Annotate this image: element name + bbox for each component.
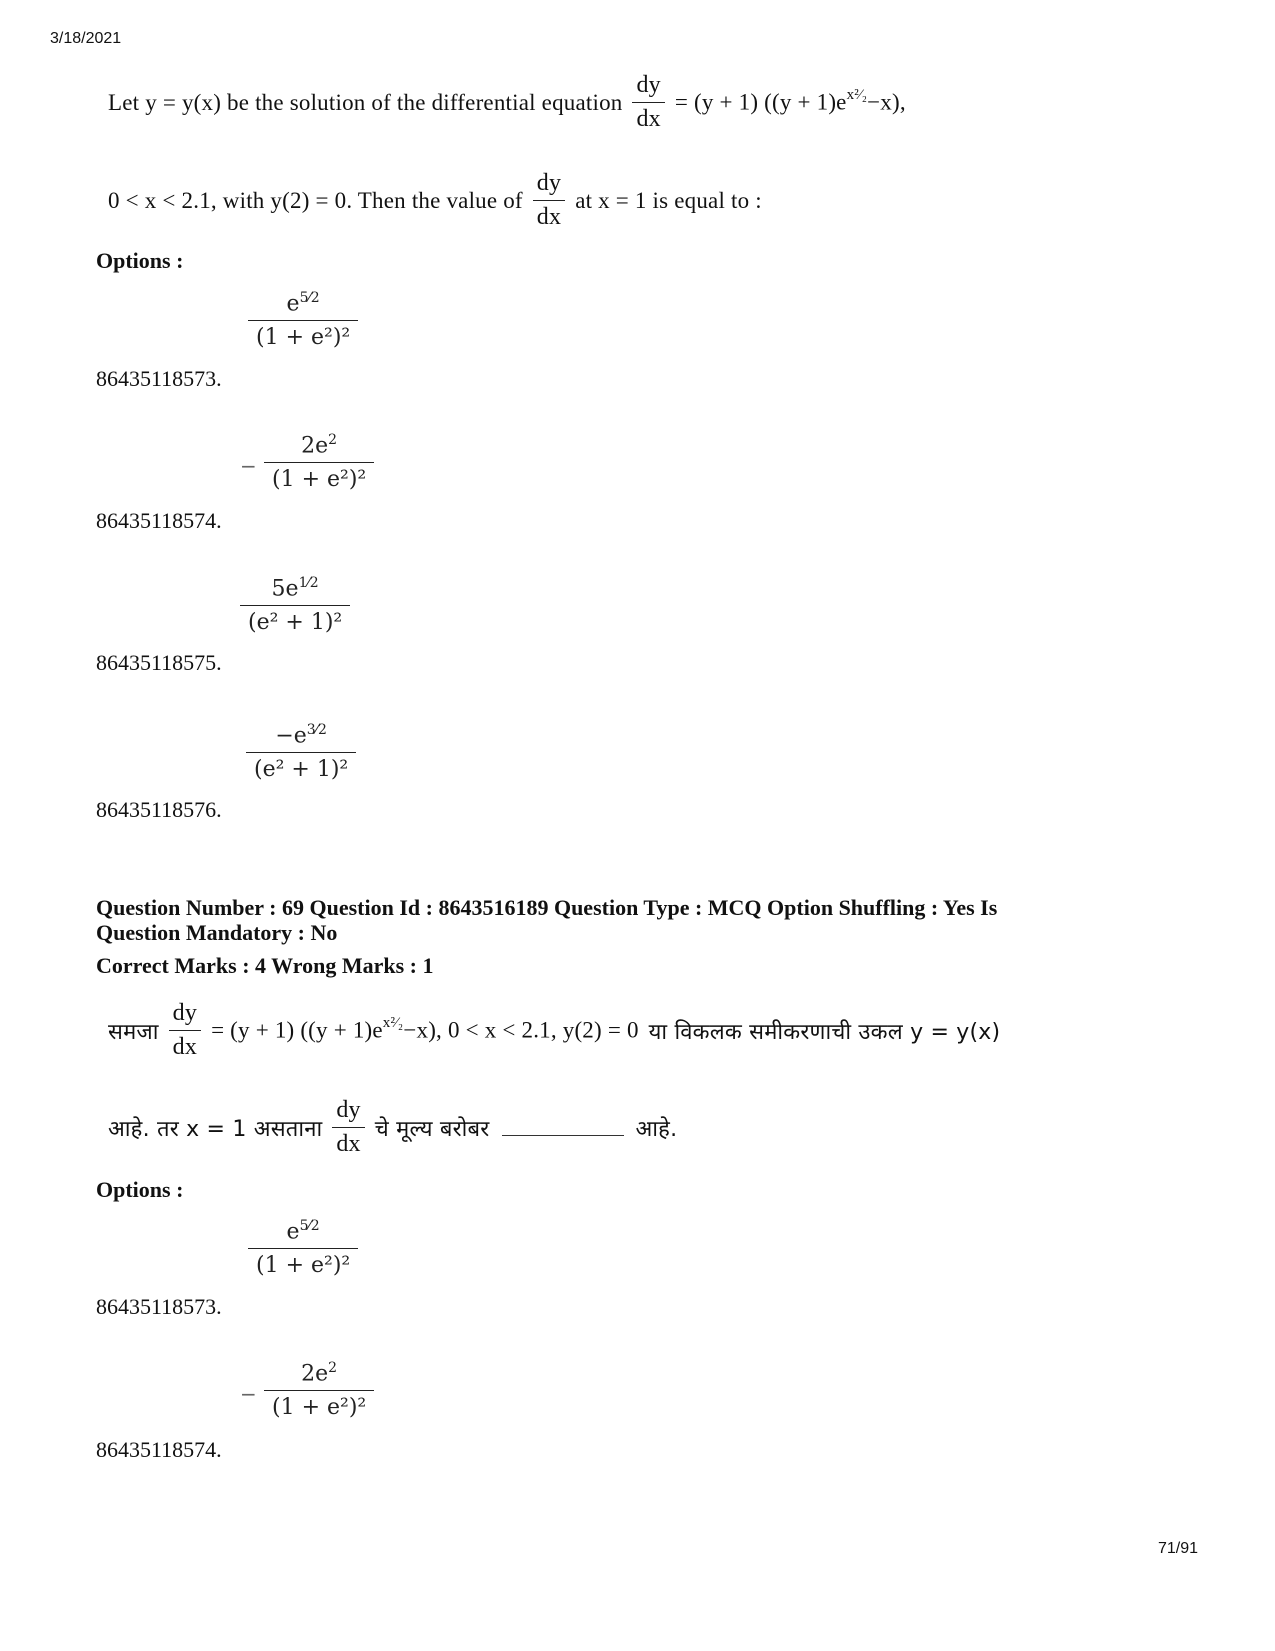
q68-option-2-sign: − <box>240 454 257 478</box>
q68-options-label: Options : <box>96 248 184 273</box>
q68-option-2-id[interactable]: 86435118574. <box>96 508 222 533</box>
q69-rhs: = (y + 1) $((y + 1)e^{x^2⁄_2}-x)$, 0 < x < 2.1, y(2) = 0 <box>211 1015 639 1043</box>
q69-answer-blank <box>502 1119 624 1136</box>
q69-derivative-fraction-2 <box>332 1097 364 1158</box>
q69-derivative-fraction <box>169 1000 201 1061</box>
q69-option-1-id[interactable]: 86435118573. <box>96 1294 222 1319</box>
q68-line1-text: Let y = y(x) be the solution of the differential equation <box>108 89 623 115</box>
q69-option-2-sign: − <box>240 1382 257 1406</box>
q69-dy: dy <box>172 1000 198 1026</box>
q69-dx: dx <box>169 1030 201 1061</box>
q68-rhs-exponent: x²⁄₂ <box>846 87 868 104</box>
q68-rhs: = (y + 1) $((y + 1)e^{x^2⁄_2}-x)$, <box>674 87 906 115</box>
page-number: 71/91 <box>1158 1540 1199 1557</box>
q69-rhs-exponent: x²⁄₂ <box>382 1015 404 1032</box>
q68-option-3-id[interactable]: 86435118575. <box>96 650 222 675</box>
q69-dy-2: dy <box>336 1097 361 1123</box>
q68-statement-line2 <box>108 170 762 231</box>
q69-dx-2: dx <box>332 1127 364 1158</box>
q68-line2-suffix: at x = 1 is equal to : <box>575 187 762 213</box>
q68-line2-text: 0 < x < 2.1, with y(2) = 0. Then the value of <box>108 187 523 213</box>
q68-dy-2: dy <box>536 170 562 196</box>
q69-marks: Correct Marks : 4 Wrong Marks : 1 <box>96 953 434 978</box>
q69-option-2-formula: $2e^2$ (1 + e²)² <box>264 1360 374 1420</box>
q68-option-1-id[interactable]: 86435118573. <box>96 366 222 391</box>
q68-derivative-fraction <box>632 72 664 133</box>
q68-dx-2: dx <box>533 200 565 231</box>
q68-option-2-formula: $2e^2$ (1 + e²)² <box>264 432 374 492</box>
q69-line1-suffix: या विकलक समीकरणाची उकल y = y(x) <box>648 1019 1001 1045</box>
print-date: 3/18/2021 <box>50 30 122 47</box>
q68-dx: dx <box>632 102 664 133</box>
q69-meta-line1: Question Number : 69 Question Id : 8643516189 Question Type : MCQ Option Shuffling : Yes Is <box>96 895 998 920</box>
q68-derivative-fraction-2 <box>533 170 565 231</box>
q69-line2-prefix: आहे. तर x = 1 असताना <box>108 1116 323 1142</box>
q69-statement-line1 <box>108 1000 1000 1061</box>
q68-option-4-formula: $-e^{3⁄2}$ (e² + 1)² <box>246 722 356 782</box>
q68-option-1-formula: $e^{5⁄2}$ (1 + e²)² <box>248 290 358 350</box>
q69-meta-line2: Question Mandatory : No <box>96 920 338 945</box>
q69-option-2-id[interactable]: 86435118574. <box>96 1437 222 1462</box>
q69-option-1-formula: $e^{5⁄2}$ (1 + e²)² <box>248 1218 358 1278</box>
q68-dy: dy <box>636 72 661 98</box>
q68-option-3-formula: $5e^{1⁄2}$ (e² + 1)² <box>240 575 350 635</box>
q69-line1-prefix: समजा <box>108 1019 159 1045</box>
q68-statement-line1 <box>108 72 906 133</box>
q69-statement-line2 <box>108 1097 677 1158</box>
q69-options-label: Options : <box>96 1177 184 1202</box>
q68-option-4-id[interactable]: 86435118576. <box>96 797 222 822</box>
q69-line2-suffix: आहे. <box>635 1116 678 1142</box>
q69-line2-mid: चे मूल्य बरोबर <box>374 1116 490 1142</box>
